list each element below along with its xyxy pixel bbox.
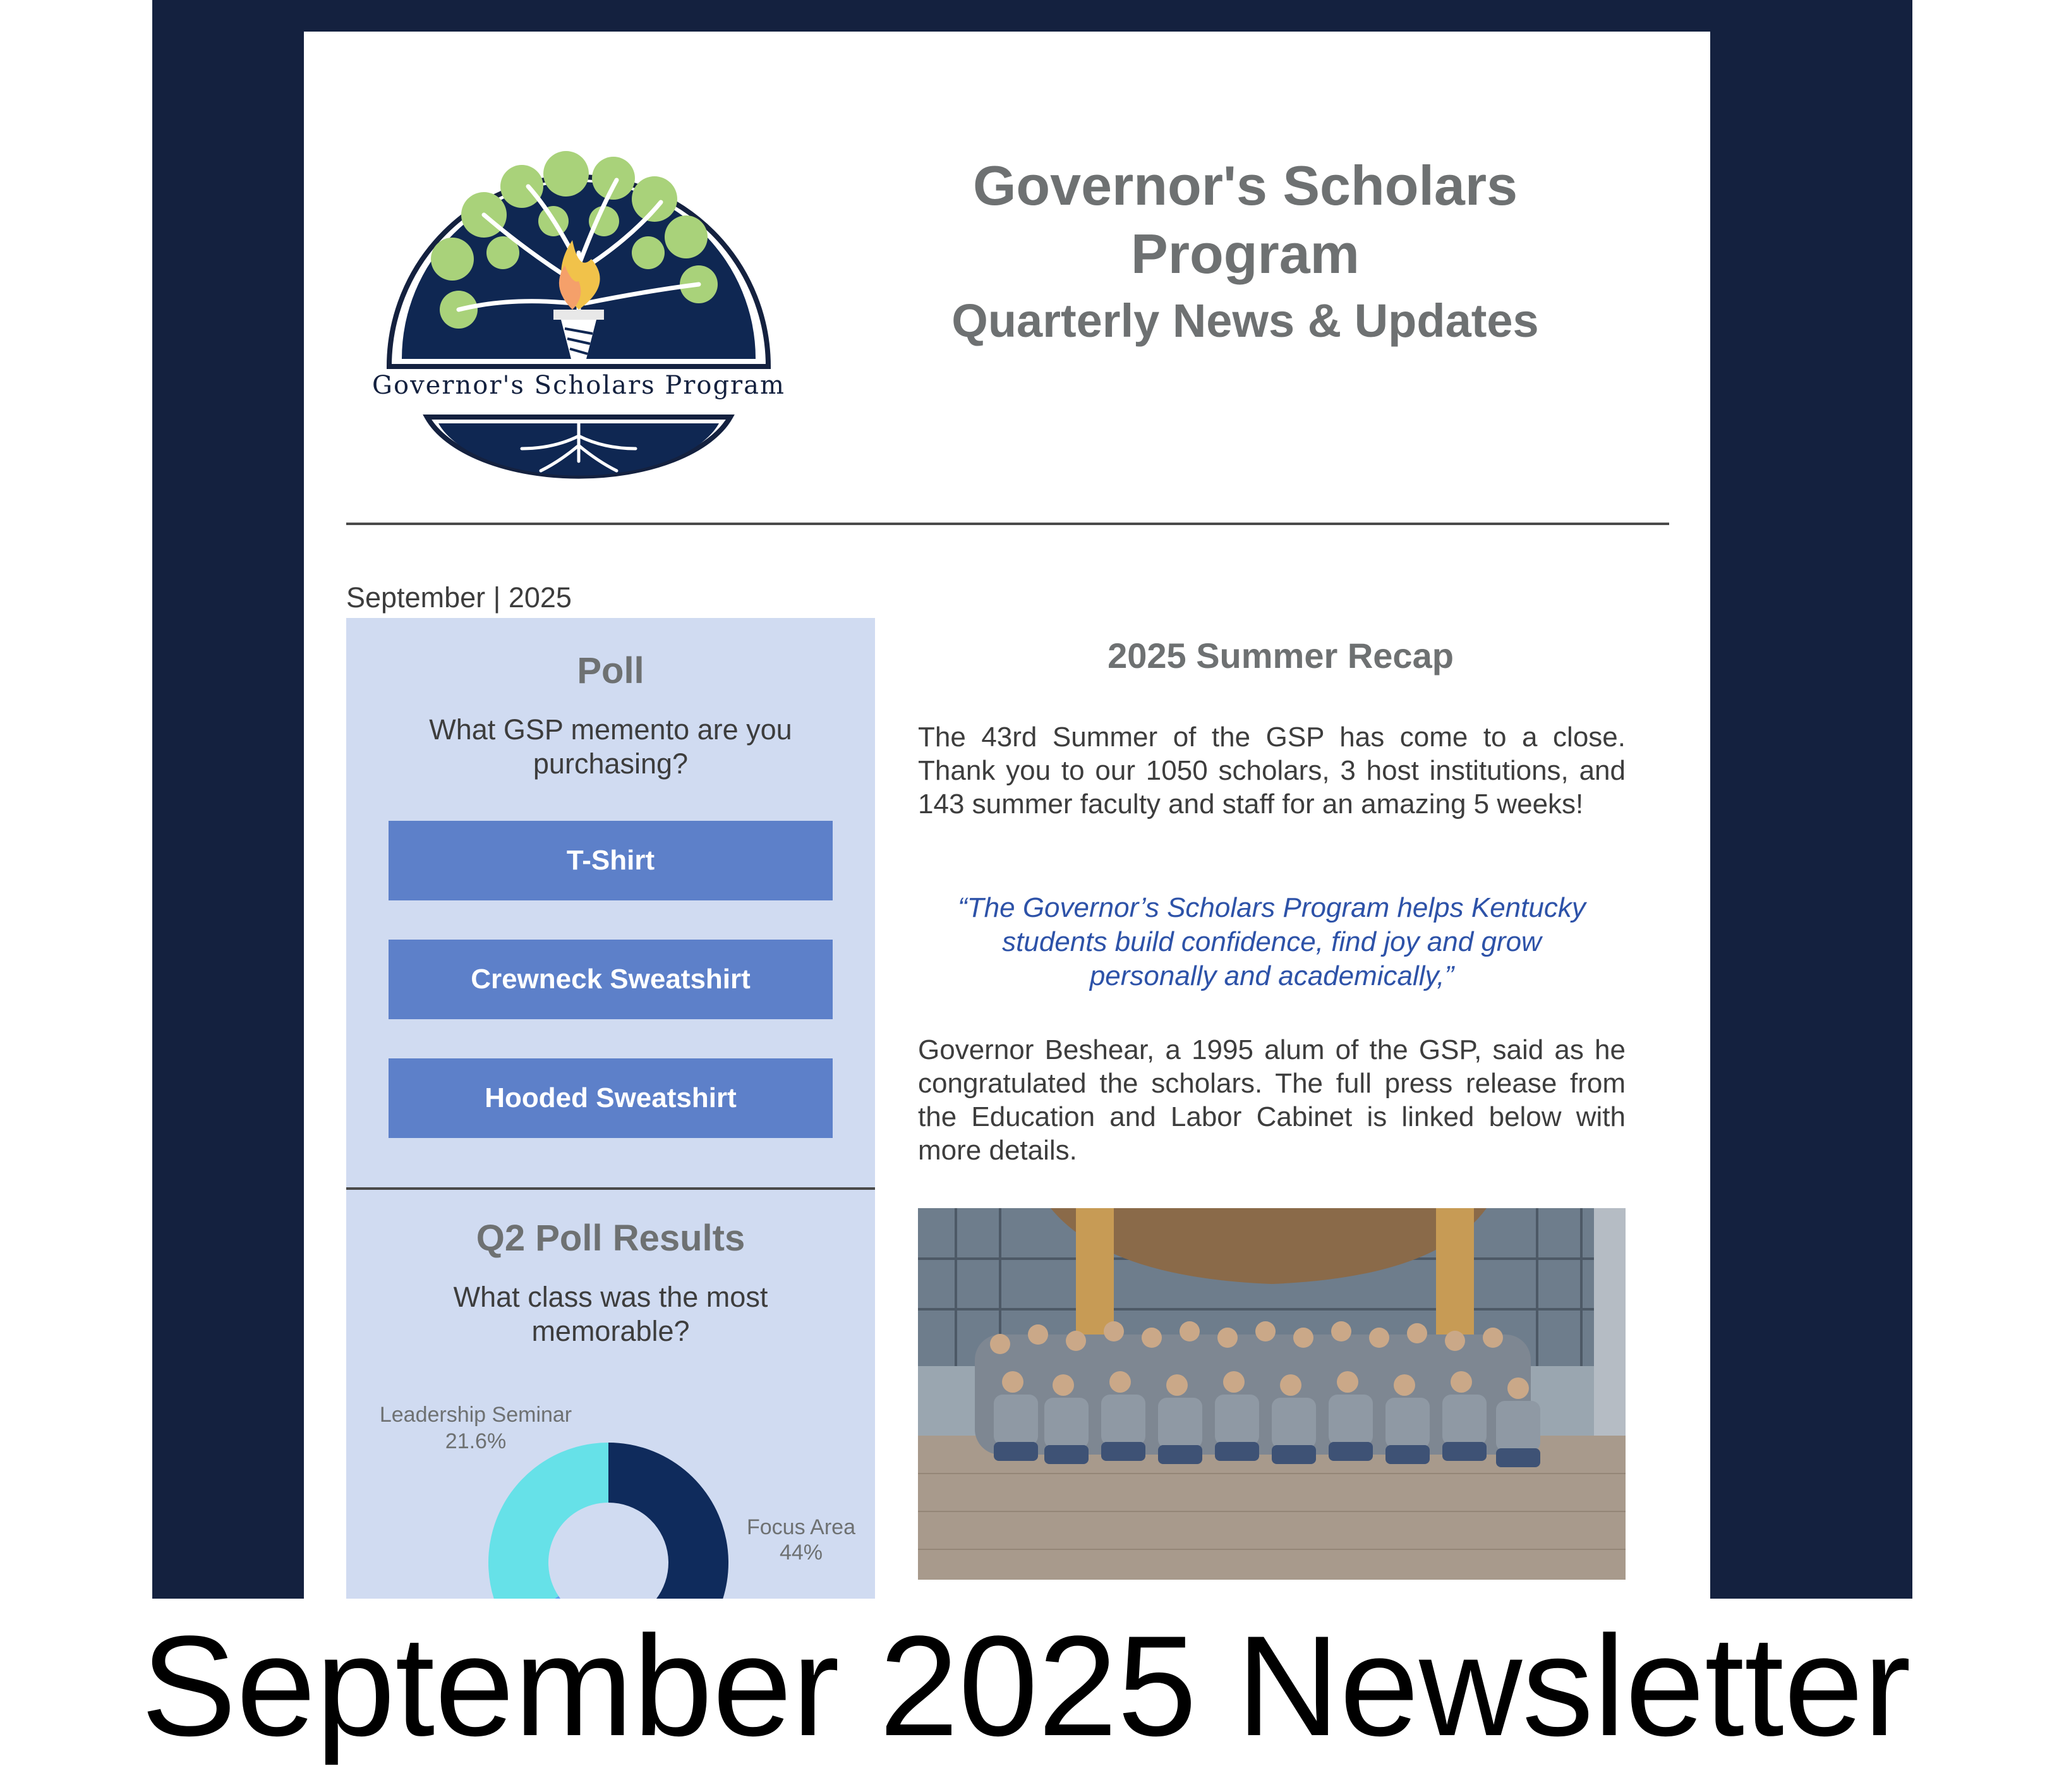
results-question: What class was the most memorable? (453, 1281, 768, 1347)
chart-value-leadership: 21.6% (445, 1429, 507, 1453)
logo-text: Governor's Scholars Program (372, 371, 785, 400)
gsp-logo-graphic (364, 120, 794, 499)
gsp-logo[interactable] (364, 120, 794, 499)
donut-slice-focus-area (608, 1443, 728, 1599)
results-title: Q2 Poll Results (476, 1218, 745, 1259)
group-photo-image (918, 1208, 1626, 1580)
poll-title: Poll (577, 650, 644, 691)
title-line1: Governor's Scholars (972, 154, 1518, 217)
chart-label-leadership: Leadership Seminar (379, 1403, 572, 1427)
subtitle: Quarterly News & Updates (951, 294, 1539, 347)
poll-option-hooded-button[interactable]: Hooded Sweatshirt (389, 1058, 833, 1138)
recap-title: 2025 Summer Recap (1107, 636, 1454, 675)
chart-label-focus-area: Focus Area (747, 1515, 855, 1539)
chart-value-focus-area: 44% (779, 1541, 823, 1565)
recap-quote: “The Governor’s Scholars Program helps Kentucky students build confidence, find joy and grow personally and academically,” (958, 892, 1586, 991)
poll-option-crewneck-button[interactable]: Crewneck Sweatshirt (389, 940, 833, 1019)
donut-slice-other (488, 1443, 608, 1599)
poll-results-donut-chart (346, 1395, 875, 1599)
recap-paragraph-1: The 43rd Summer of the GSP has come to a close. Thank you to our 1050 scholars, 3 host institutions, and 143 summer faculty and staff for an amazing 5 weeks! (918, 722, 1626, 820)
poll-option-tshirt-button[interactable]: T-Shirt (389, 821, 833, 900)
header-divider (346, 523, 1669, 525)
poll-divider (346, 1187, 875, 1190)
torch-cup (553, 310, 604, 320)
poll-question: What GSP memento are you purchasing? (429, 713, 792, 780)
scholars-group-photo[interactable] (918, 1208, 1626, 1580)
title-line2: Program (1131, 222, 1360, 285)
newsletter-caption: September 2025 Newsletter (141, 1606, 1911, 1765)
newsletter-title (847, 152, 1643, 353)
newsletter-page (304, 32, 1710, 1599)
poll-panel (346, 618, 875, 1599)
donut-slices (488, 1443, 728, 1599)
issue-date: September | 2025 (346, 581, 572, 614)
recap-paragraph-2: Governor Beshear, a 1995 alum of the GSP, said as he congratulated the scholars. The full press release from the Education and Labor Cabinet is linked below with more details. (918, 1034, 1626, 1166)
